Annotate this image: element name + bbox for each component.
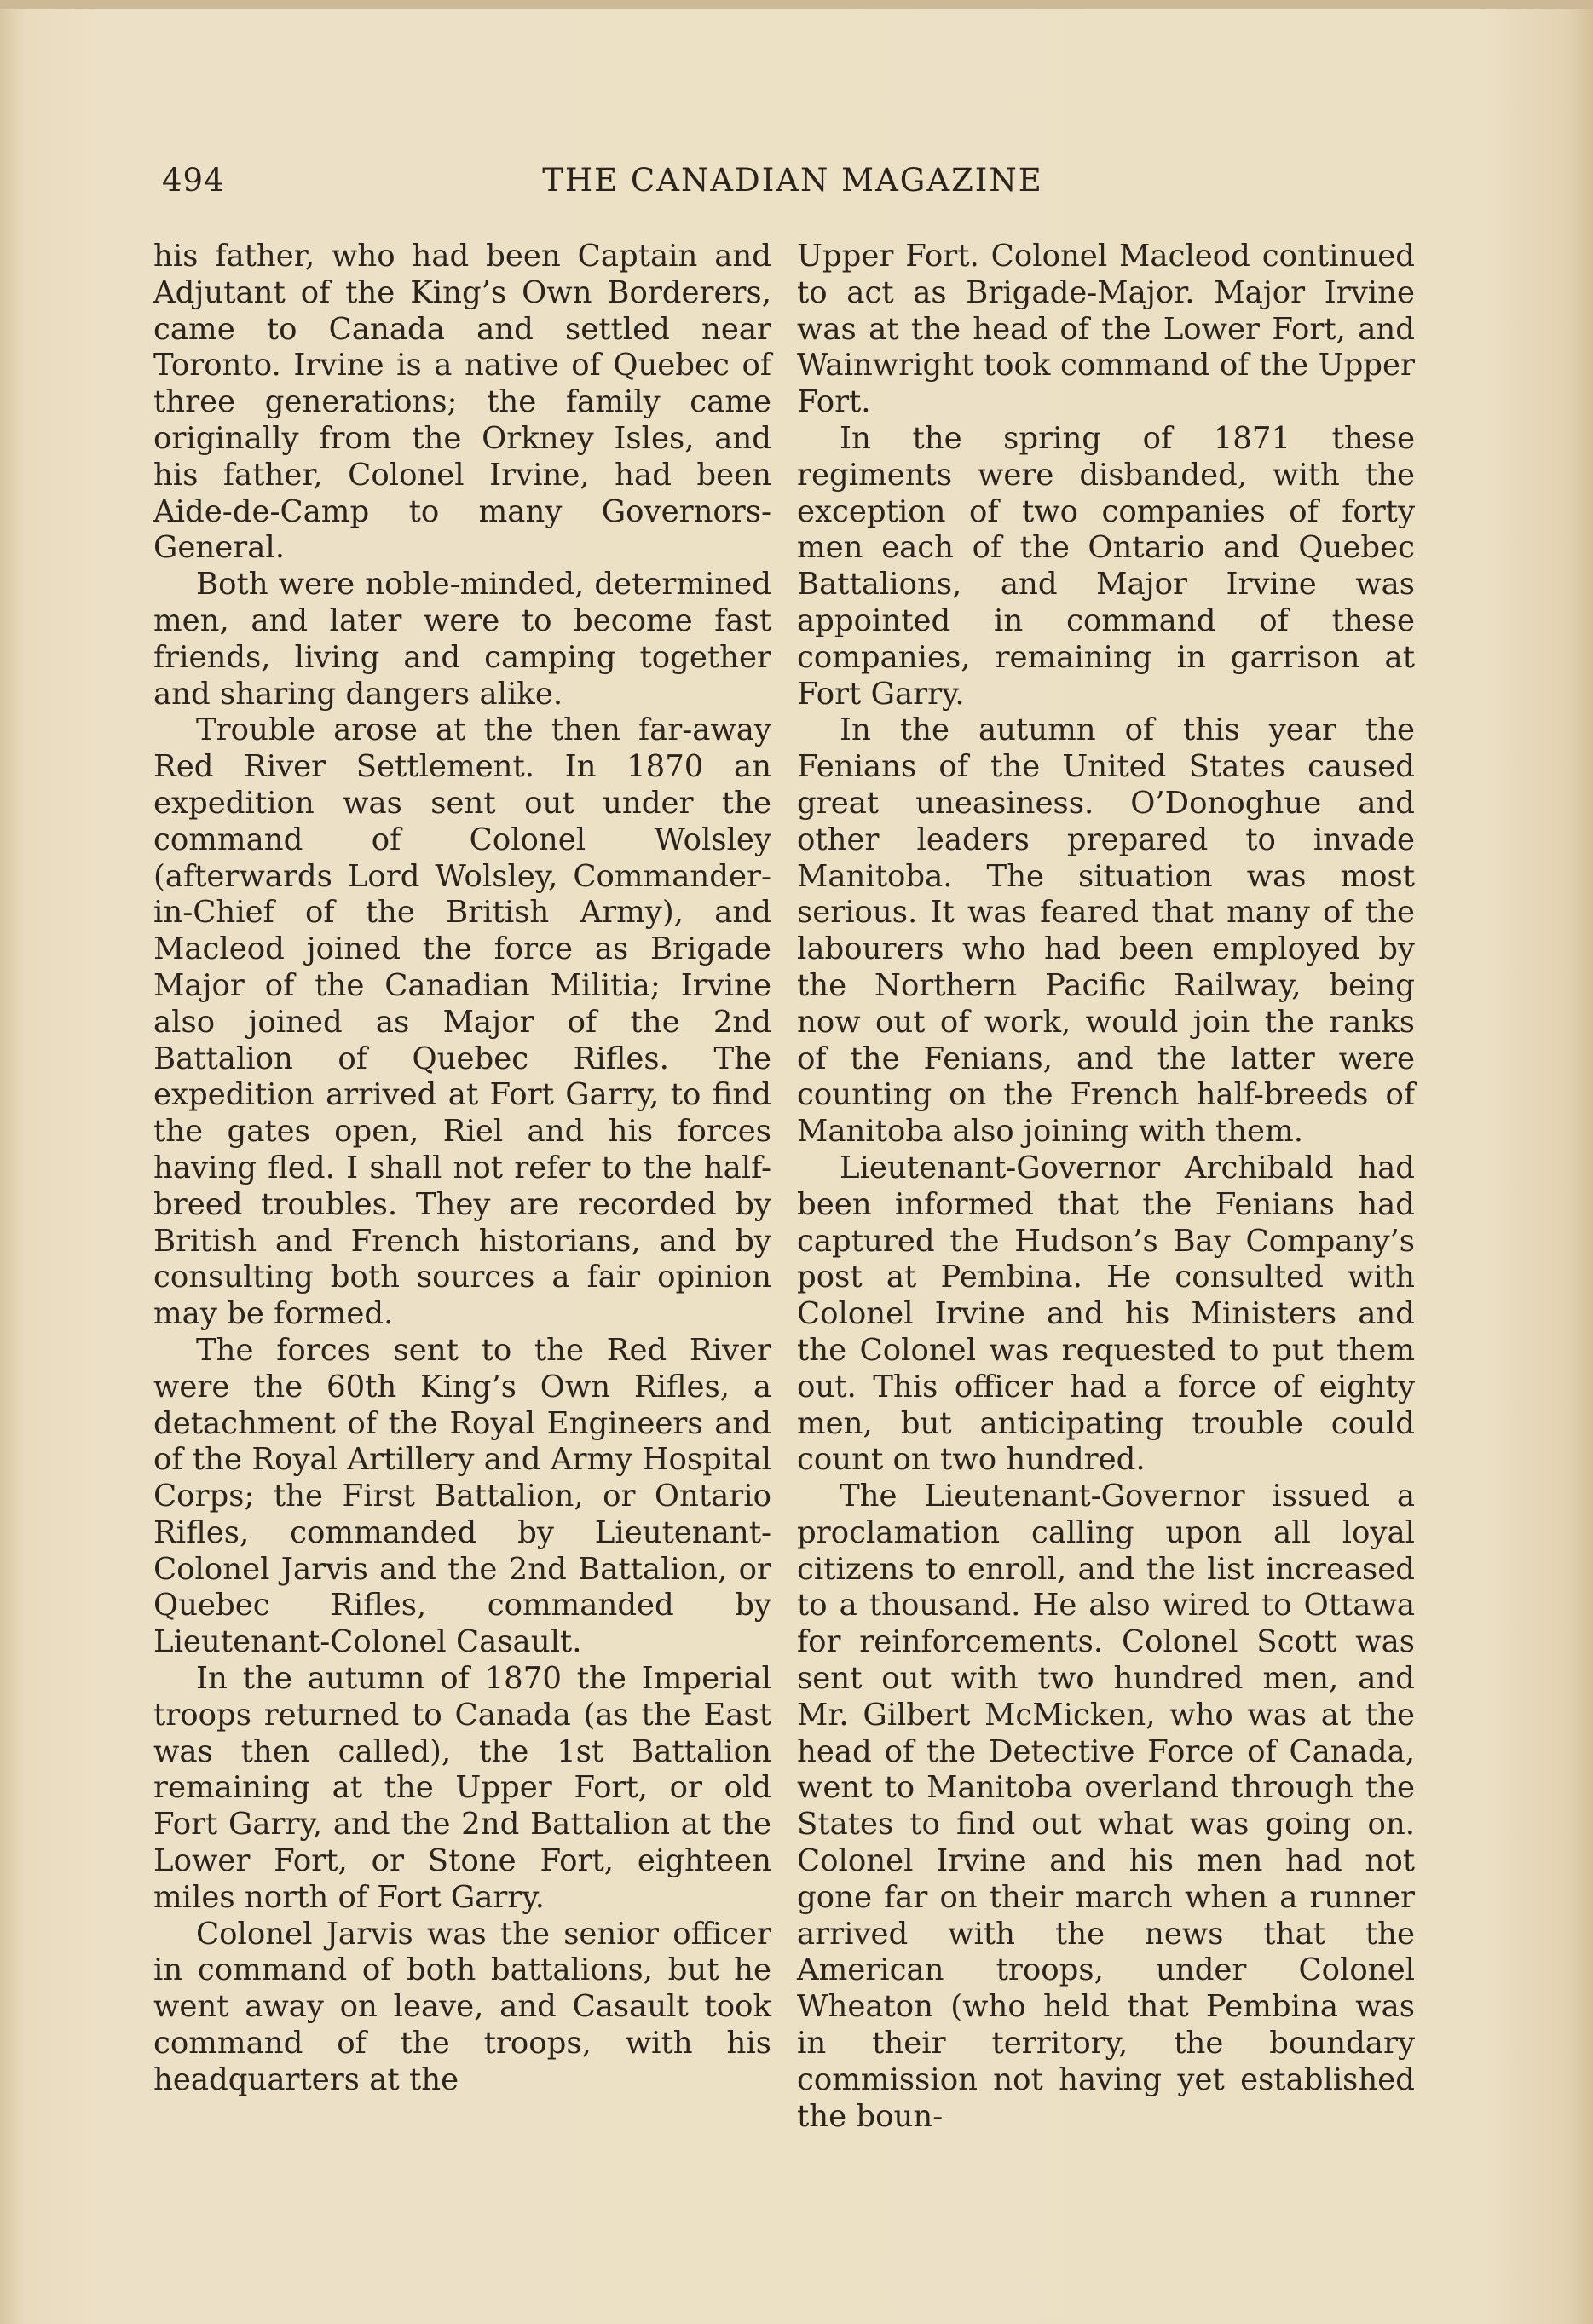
page-header bbox=[162, 162, 1423, 213]
paragraph: In the spring of 1871 these regiments were disbanded, with the exception of two companies of forty men each of the Ontario and Quebec Battalions, and Major Irvine was appointed in command of these companies, remaining in garrison at Fort Garry. bbox=[797, 420, 1415, 712]
paragraph: In the autumn of this year the Fenians of the United States caused great uneasiness. O’Donoghue and other leaders prepared to invade Manitoba. The situation was most serious. It was feared that many of the labourers who had been employed by the Northern Pacific Railway, being now out of work, would join the ranks of the Fenians, and the latter were counting on the French half-breeds of Manitoba also joining with them. bbox=[797, 712, 1415, 1150]
paragraph: his father, who had been Captain and Adjutant of the King’s Own Borderers, came to Canada and settled near Toronto. Irvine is a native of Quebec of three generations; the family came originally from the Orkney Isles, and his father, Colonel Irvine, had been Aide-de-Camp to many Governors-General. bbox=[153, 239, 771, 566]
paragraph: In the autumn of 1870 the Imperial troops returned to Canada (as the East was then called), the 1st Battalion remaining at the Upper Fort, or old Fort Garry, and the 2nd Battalion at the Lower Fort, or Stone Fort, eighteen miles north of Fort Garry. bbox=[153, 1661, 771, 1915]
paragraph: Trouble arose at the then far-away Red River Settlement. In 1870 an expedition was sent out under the command of Colonel Wolsley (afterwards Lord Wolsley, Commander-in-Chief of the British Army), and Macleod joined the force as Brigade Major of the Canadian Militia; Irvine also joined as Major of the 2nd Battalion of Quebec Rifles. The expedition arrived at Fort Garry, to find the gates open, Riel and his forces having fled. I shall not refer to the half-breed troubles. They are recorded by British and French historians, and by consulting both sources a fair opinion may be formed. bbox=[153, 712, 771, 1332]
left-column bbox=[153, 239, 771, 2099]
paragraph: The forces sent to the Red River were the 60th King’s Own Rifles, a detachment of the Royal Engineers and of the Royal Artillery and Army Hospital Corps; the First Battalion, or Ontario Rifles, commanded by Lieutenant-Colonel Jarvis and the 2nd Battalion, or Quebec Rifles, commanded by Lieutenant-Colonel Casault. bbox=[153, 1332, 771, 1660]
paragraph: Colonel Jarvis was the senior officer in command of both battalions, but he went away on leave, and Casault took command of the troops, with his headquarters at the bbox=[153, 1916, 771, 2097]
page-top-edge bbox=[0, 0, 1593, 9]
right-column bbox=[797, 239, 1415, 2135]
paragraph: Upper Fort. Colonel Macleod continued to act as Brigade-Major. Major Irvine was at the head of the Lower Fort, and Wainwright took command of the Upper Fort. bbox=[797, 239, 1415, 420]
paragraph: Lieutenant-Governor Archibald had been informed that the Fenians had captured the Hudson’s Bay Company’s post at Pembina. He consulted with Colonel Irvine and his Ministers and the Colonel was requested to put them out. This officer had a force of eighty men, but anticipating trouble could count on two hundred. bbox=[797, 1150, 1415, 1478]
page-number: 494 bbox=[162, 162, 225, 199]
paragraph: The Lieutenant-Governor issued a proclamation calling upon all loyal citizens to enroll, and the list increased to a thousand. He also wired to Ottawa for reinforcements. Colonel Scott was sent out with two hundred men, and Mr. Gilbert McMicken, who was at the head of the Detective Force of Canada, went to Manitoba overland through the States to find out what was going on. Colonel Irvine and his men had not gone far on their march when a runner arrived with the news that the American troops, under Colonel Wheaton (who held that Pembina was in their territory, the boundary commission not having yet established the boun- bbox=[797, 1479, 1415, 2134]
paragraph: Both were noble-minded, determined men, and later were to become fast friends, living and camping together and sharing dangers alike. bbox=[153, 567, 771, 712]
running-head: THE CANADIAN MAGAZINE bbox=[542, 162, 1043, 199]
